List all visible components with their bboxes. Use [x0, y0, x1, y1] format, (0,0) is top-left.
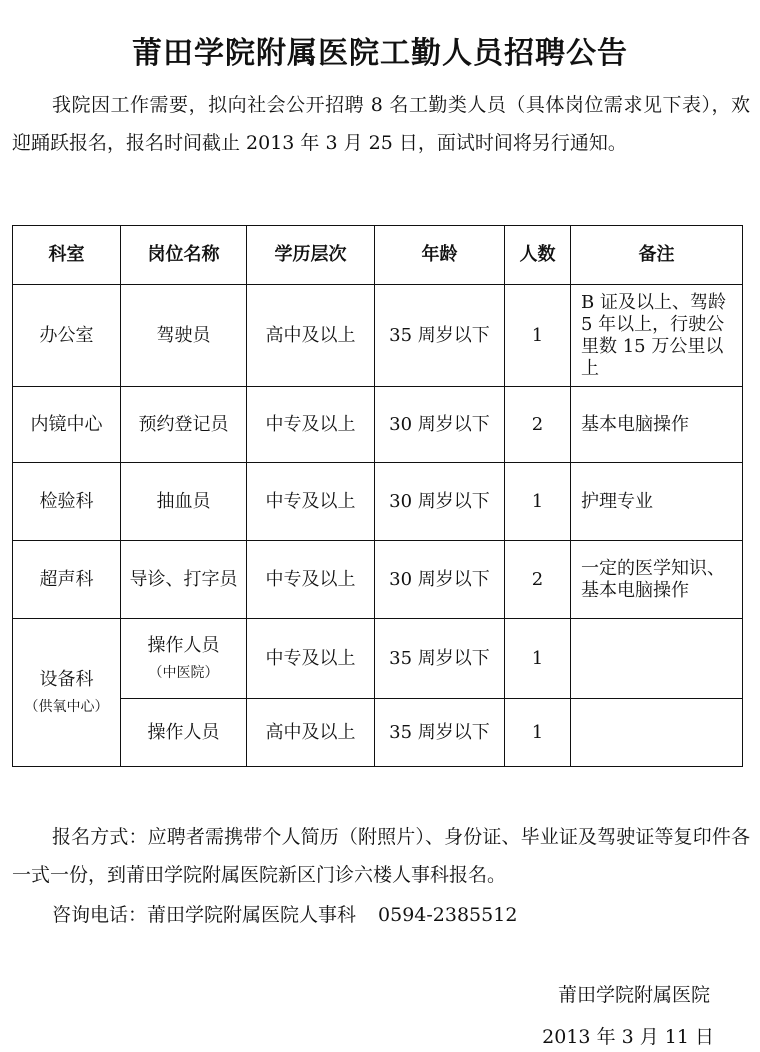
cell-position-sub: （中医院）: [148, 664, 219, 681]
header-note: 备注: [571, 226, 743, 285]
signature-org: 莆田学院附属医院: [557, 984, 710, 1006]
cell-note: [571, 619, 743, 699]
contact-line: [12, 896, 750, 934]
cell-count: 1: [505, 463, 571, 541]
cell-count: 2: [505, 541, 571, 619]
page-title: 莆田学院附属医院工勤人员招聘公告: [132, 36, 628, 72]
cell-dept: 超声科: [13, 541, 121, 619]
cell-age: 30 周岁以下: [375, 387, 505, 463]
cell-education: 中专及以上: [247, 619, 375, 699]
header-education: 学历层次: [247, 226, 375, 285]
cell-position: 导诊、打字员: [121, 541, 247, 619]
cell-count: 1: [505, 699, 571, 767]
cell-education: 高中及以上: [247, 699, 375, 767]
cell-note: [571, 699, 743, 767]
cell-age: 30 周岁以下: [375, 463, 505, 541]
header-count: 人数: [505, 226, 571, 285]
cell-note: B 证及以上、驾龄 5 年以上，行驶公里数 15 万公里以上: [571, 285, 743, 387]
cell-count: 1: [505, 285, 571, 387]
jobs-table: [12, 225, 743, 767]
cell-position: 预约登记员: [121, 387, 247, 463]
cell-education: 高中及以上: [247, 285, 375, 387]
cell-count: 2: [505, 387, 571, 463]
cell-dept-merged: [13, 619, 121, 767]
cell-age: 35 周岁以下: [375, 619, 505, 699]
intro-paragraph: 我院因工作需要，拟向社会公开招聘 8 名工勤类人员（具体岗位需求见下表），欢迎踊跃报名，报名时间截止 2013 年 3 月 25 日，面试时间将另行通知。: [12, 94, 750, 154]
cell-note: 基本电脑操作: [571, 387, 743, 463]
cell-dept-sub: （供氧中心）: [24, 698, 109, 715]
cell-position: [121, 619, 247, 699]
table-row: [13, 699, 743, 767]
table-header-row: [13, 226, 743, 285]
cell-dept: 内镜中心: [13, 387, 121, 463]
cell-position-main: 操作人员: [147, 634, 220, 656]
cell-count: 1: [505, 619, 571, 699]
cell-dept: 办公室: [13, 285, 121, 387]
cell-position: 操作人员: [121, 699, 247, 767]
header-dept: 科室: [13, 226, 121, 285]
signature-date: 2013 年 3 月 11 日: [542, 1026, 714, 1048]
header-age: 年龄: [375, 226, 505, 285]
cell-position: 抽血员: [121, 463, 247, 541]
cell-education: 中专及以上: [247, 387, 375, 463]
cell-age: 30 周岁以下: [375, 541, 505, 619]
table-row: [13, 387, 743, 463]
cell-note: 护理专业: [571, 463, 743, 541]
header-position: 岗位名称: [121, 226, 247, 285]
registration-method: 报名方式：应聘者需携带个人简历（附照片）、身份证、毕业证及驾驶证等复印件各一式一份，到莆田学院附属医院新区门诊六楼人事科报名。: [12, 826, 750, 886]
contact-label: 咨询电话：莆田学院附属医院人事科: [52, 904, 357, 926]
cell-dept-main: 设备科: [39, 668, 94, 690]
cell-note: 一定的医学知识、基本电脑操作: [571, 541, 743, 619]
cell-age: 35 周岁以下: [375, 699, 505, 767]
table-row: [13, 285, 743, 387]
cell-age: 35 周岁以下: [375, 285, 505, 387]
cell-dept: 检验科: [13, 463, 121, 541]
table-row: [13, 619, 743, 699]
cell-education: 中专及以上: [247, 541, 375, 619]
table-row: [13, 541, 743, 619]
cell-position: 驾驶员: [121, 285, 247, 387]
contact-phone: 0594-2385512: [378, 904, 518, 926]
table-row: [13, 463, 743, 541]
cell-education: 中专及以上: [247, 463, 375, 541]
